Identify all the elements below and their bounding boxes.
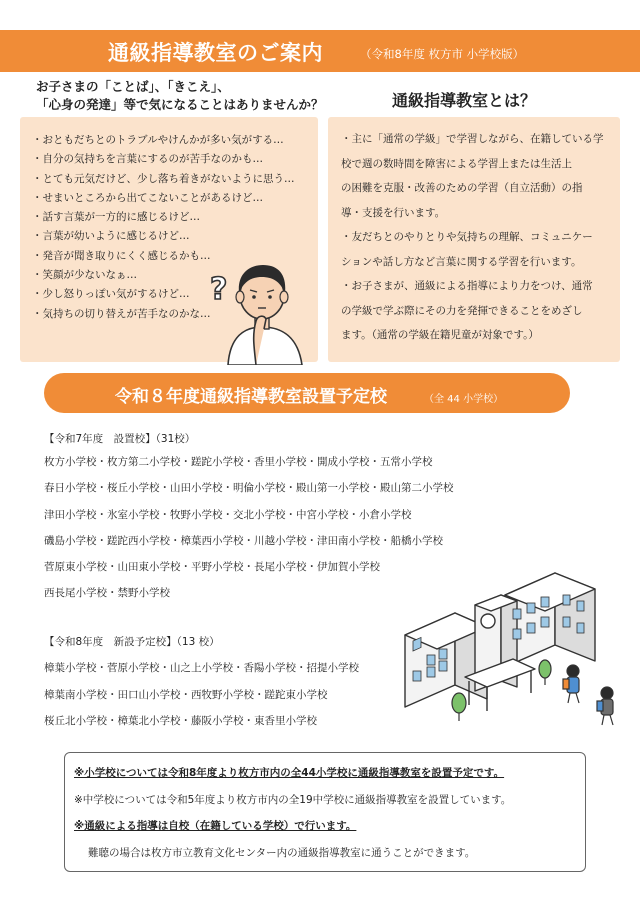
thinking-child-illustration bbox=[206, 255, 318, 365]
notes bbox=[74, 760, 511, 866]
list-item: ・話す言葉が一方的に感じるけど… bbox=[32, 211, 200, 224]
description-paragraph bbox=[341, 274, 613, 348]
list-item: 樟葉小学校・菅原小学校・山之上小学校・香陽小学校・招提小学校 bbox=[44, 662, 359, 674]
description-paragraph bbox=[341, 225, 613, 274]
intro-question bbox=[36, 78, 336, 114]
list-item: ・自分の気持ちを言葉にするのが苦手なのかも… bbox=[32, 153, 263, 166]
description-line: 校で週の数時間を障害による学習上または生活上 bbox=[341, 157, 572, 170]
note-line: 難聴の場合は枚方市立教育文化センター内の通級指導教室に通うことができます。 bbox=[88, 846, 476, 859]
new-schools-heading: 【令和8年度 新設予定校】（13 校） bbox=[44, 636, 220, 648]
description-paragraph bbox=[341, 127, 613, 225]
list-item: 春日小学校・桜丘小学校・山田小学校・明倫小学校・殿山第一小学校・殿山第二小学校 bbox=[44, 482, 454, 495]
note-line: ※通級による指導は自校（在籍している学校）で行います。 bbox=[74, 820, 357, 832]
list-item: 津田小学校・氷室小学校・牧野小学校・交北小学校・中宮小学校・小倉小学校 bbox=[44, 508, 412, 521]
schools-banner-title: 令和８年度通級指導教室設置予定校 bbox=[115, 387, 387, 407]
existing-schools-list bbox=[44, 449, 454, 607]
description-line: の困難を克服・改善のための学習（自立活動）の指 bbox=[341, 182, 583, 194]
schools-banner-count: （全 44 小学校） bbox=[424, 394, 504, 405]
note-line: ※小学校については令和8年度より枚方市内の全44小学校に通級指導教室を設置予定です。 bbox=[74, 767, 505, 779]
list-item: ・気持ちの切り替えが苦手なのかな… bbox=[32, 307, 211, 320]
list-item: 枚方小学校・枚方第二小学校・蹉跎小学校・香里小学校・開成小学校・五常小学校 bbox=[44, 456, 433, 468]
what-is-heading: 通級指導教室とは？ bbox=[392, 91, 537, 110]
description-line: ・主に「通常の学級」で学習しながら、在籍している学 bbox=[341, 133, 604, 145]
existing-schools-heading: 【令和7年度 設置校】（31校） bbox=[44, 433, 196, 445]
description-line: ・友だちとのやりとりや気持ちの理解、コミュニケー bbox=[341, 231, 593, 243]
list-item: ・せまいところから出てこないことがあるけど… bbox=[32, 191, 263, 204]
list-item: ・とても元気だけど、少し落ち着きがないように思う… bbox=[32, 172, 295, 185]
svg-text:?: ? bbox=[210, 272, 228, 307]
list-item: ・少し怒りっぽい気がするけど… bbox=[32, 288, 190, 301]
list-item: 桜丘北小学校・樟葉北小学校・藤阪小学校・東香里小学校 bbox=[44, 715, 317, 728]
school-building-illustration bbox=[395, 565, 625, 740]
list-item: 菅原東小学校・山田東小学校・平野小学校・長尾小学校・伊加賀小学校 bbox=[44, 561, 380, 574]
description-line: ションや話し方など言葉に関する学習を行います。 bbox=[341, 255, 582, 268]
list-item: 西長尾小学校・禁野小学校 bbox=[44, 587, 170, 600]
list-item: ・笑顔が少ないなぁ… bbox=[32, 269, 137, 282]
intro-question-line: 「心身の発達」等で気になることはありませんか？ bbox=[36, 97, 324, 112]
list-item: 樟葉南小学校・田口山小学校・西牧野小学校・蹉跎東小学校 bbox=[44, 688, 328, 701]
new-schools-list bbox=[44, 655, 359, 735]
list-item: 磯島小学校・蹉跎西小学校・樟葉西小学校・川越小学校・津田南小学校・船橋小学校 bbox=[44, 534, 443, 547]
page-title: 通級指導教室のご案内 bbox=[108, 41, 323, 65]
description-text bbox=[341, 127, 613, 348]
intro-question-line: お子さまの「ことば」、「きこえ」、 bbox=[36, 79, 230, 94]
description-line: の学級で学ぶ際にその力を発揮できることをめざし bbox=[341, 304, 583, 317]
description-line: ・お子さまが、通級による指導により力をつけ、通常 bbox=[341, 280, 593, 292]
list-item: ・おともだちとのトラブルやけんかが多い気がする… bbox=[32, 134, 284, 146]
list-item: ・発音が聞き取りにくく感じるかも… bbox=[32, 249, 211, 262]
description-line: ます。（通常の学級在籍児童が対象です。） bbox=[341, 329, 539, 341]
list-item: ・言葉が幼いように感じるけど… bbox=[32, 230, 190, 243]
note-line: ※中学校については令和5年度より枚方市内の全19中学校に通級指導教室を設置しています。 bbox=[74, 793, 512, 806]
page-subtitle: （令和8年度 枚方市 小学校版） bbox=[360, 47, 525, 61]
description-line: 導・支援を行います。 bbox=[341, 206, 446, 219]
